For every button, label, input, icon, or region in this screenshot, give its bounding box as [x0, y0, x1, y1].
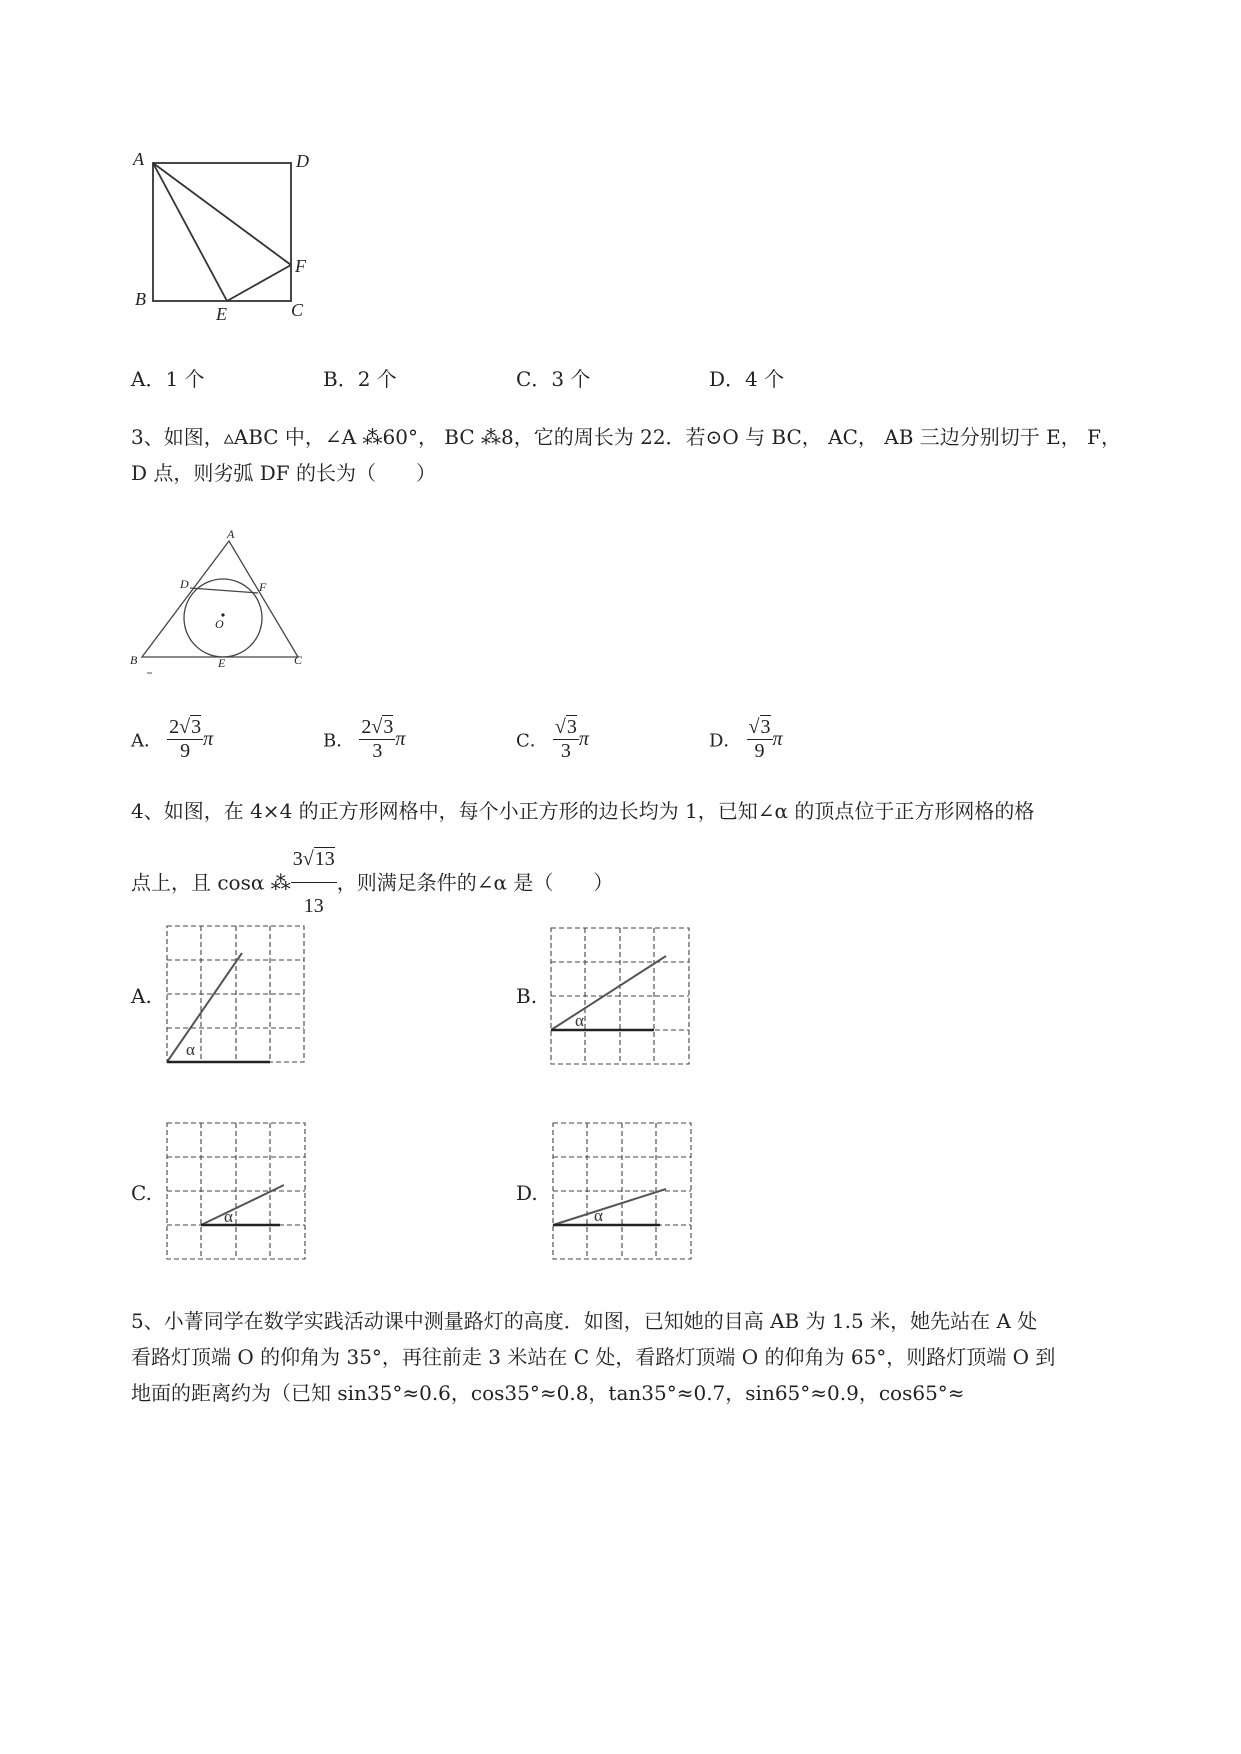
coef: 2 — [169, 716, 180, 738]
pi-symbol: π — [395, 728, 406, 750]
segment-ef — [227, 265, 291, 301]
label-D: D — [180, 577, 189, 591]
label-E: E — [218, 656, 226, 670]
option-letter: C． — [516, 730, 548, 752]
square-abcd — [153, 163, 291, 301]
option-letter: C． — [516, 367, 552, 391]
q3-option-c[interactable] — [516, 716, 589, 763]
q3-option-b[interactable] — [323, 716, 405, 763]
alpha-label: α — [224, 1207, 233, 1226]
q4-option-b-grid[interactable] — [550, 927, 692, 1067]
coef: 3 — [292, 848, 303, 870]
angle-ray-slanted — [167, 953, 242, 1062]
label-C: C — [294, 653, 303, 667]
option-text: 2 个 — [357, 367, 397, 391]
q4-option-d-grid[interactable] — [552, 1122, 694, 1262]
q3-stem-line2: D 点，则劣弧 DF 的长为（ ） — [131, 461, 437, 485]
label-B: B — [130, 653, 138, 667]
q3-option-d[interactable] — [709, 716, 783, 763]
label-F: F — [295, 256, 306, 276]
pi-symbol: π — [578, 728, 589, 750]
q4-option-d-letter[interactable]: D. — [516, 1181, 538, 1205]
label-A: A — [133, 149, 144, 169]
stem-prefix: 点上，且 cosα ⁂ — [131, 870, 291, 895]
label-O: O — [215, 617, 224, 631]
denominator: 3 — [553, 739, 579, 763]
option-letter: D． — [709, 730, 742, 752]
denominator: 13 — [291, 882, 337, 929]
q5-stem-line3: 地面的距离约为（已知 sin35°≈0.6，cos35°≈0.8，tan35°≈0.7，sin65°≈0.9，cos65°≈ — [131, 1381, 965, 1405]
option-fraction: $\frac{√3}{9}$ — [748, 716, 771, 762]
alpha-label: α — [594, 1206, 603, 1225]
segment-af — [153, 163, 291, 265]
label-E: E — [216, 304, 227, 324]
option-text: 1 个 — [165, 367, 205, 391]
q4-stem-line2 — [131, 836, 613, 929]
radicand: 3 — [566, 716, 577, 738]
radicand: 3 — [760, 716, 771, 738]
q3-option-a[interactable] — [131, 716, 213, 763]
coef: 2 — [361, 716, 372, 738]
angle-ray-slanted — [551, 956, 666, 1030]
q2-option-d[interactable] — [709, 366, 784, 392]
q2-figure — [130, 145, 330, 330]
stem-suffix: ，则满足条件的∠α 是（ ） — [336, 870, 614, 895]
angle-ray-slanted — [553, 1189, 666, 1225]
q3-figure — [125, 525, 315, 685]
option-letter: B． — [323, 367, 358, 391]
q4-option-a-letter[interactable]: A. — [131, 984, 152, 1008]
triangle-abc — [142, 541, 298, 657]
option-fraction: $\frac{2√3}{9}$ — [169, 716, 202, 762]
q4-option-c-grid[interactable] — [166, 1122, 308, 1262]
option-text: 4 个 — [745, 367, 785, 391]
q3-stem-line1: 3、如图，▵ABC 中，∠A ⁂60°， BC ⁂8，它的周长为 22．若⊙O 与 BC， AC， AB 三边分别切于 E， F， — [131, 425, 1121, 449]
alpha-label: α — [186, 1040, 195, 1059]
q4-option-c-letter[interactable]: C. — [131, 1181, 152, 1205]
q4-option-b-letter[interactable]: B. — [516, 984, 538, 1008]
radicand: 13 — [314, 848, 335, 870]
pi-symbol: π — [203, 728, 214, 750]
label-C: C — [291, 300, 304, 320]
q2-option-b[interactable] — [323, 366, 397, 392]
denominator: 9 — [167, 739, 203, 763]
q5-stem-line1: 5、小菁同学在数学实践活动课中测量路灯的高度．如图，已知她的目高 AB 为 1.5 米，她先站在 A 处 — [131, 1309, 1038, 1333]
option-letter: A． — [131, 730, 162, 752]
label-D: D — [296, 151, 309, 171]
segment-ae — [153, 163, 227, 301]
radicand: 3 — [383, 716, 394, 738]
option-letter: A． — [131, 367, 166, 391]
label-A: A — [227, 527, 235, 541]
option-letter: D． — [709, 367, 746, 391]
denominator: 9 — [747, 739, 773, 763]
label-F: F — [259, 580, 267, 594]
option-fraction: $\frac{√3}{3}$ — [554, 716, 577, 762]
q5-stem-line2: 看路灯顶端 O 的仰角为 35°，再往前走 3 米站在 C 处，看路灯顶端 O 的仰角为 65°，则路灯顶端 O 到 — [131, 1345, 1056, 1369]
option-letter: B． — [323, 730, 355, 752]
pi-symbol: π — [772, 728, 783, 750]
denominator: 3 — [359, 739, 395, 763]
q2-option-c[interactable] — [516, 366, 590, 392]
label-B: B — [135, 289, 146, 309]
option-fraction: $\frac{2√3}{3}$ — [361, 716, 394, 762]
radicand: 3 — [191, 716, 202, 738]
q2-option-a[interactable] — [131, 366, 205, 392]
chord-df — [190, 588, 258, 593]
option-text: 3 个 — [551, 367, 591, 391]
q4-option-a-grid[interactable] — [166, 925, 308, 1065]
alpha-label: α — [575, 1011, 584, 1030]
q4-stem-line1: 4、如图，在 4×4 的正方形网格中，每个小正方形的边长均为 1，已知∠α 的顶点位于正方形网格的格 — [131, 799, 1035, 823]
cos-fraction: $\frac{3√13}{13}$ — [291, 836, 337, 929]
